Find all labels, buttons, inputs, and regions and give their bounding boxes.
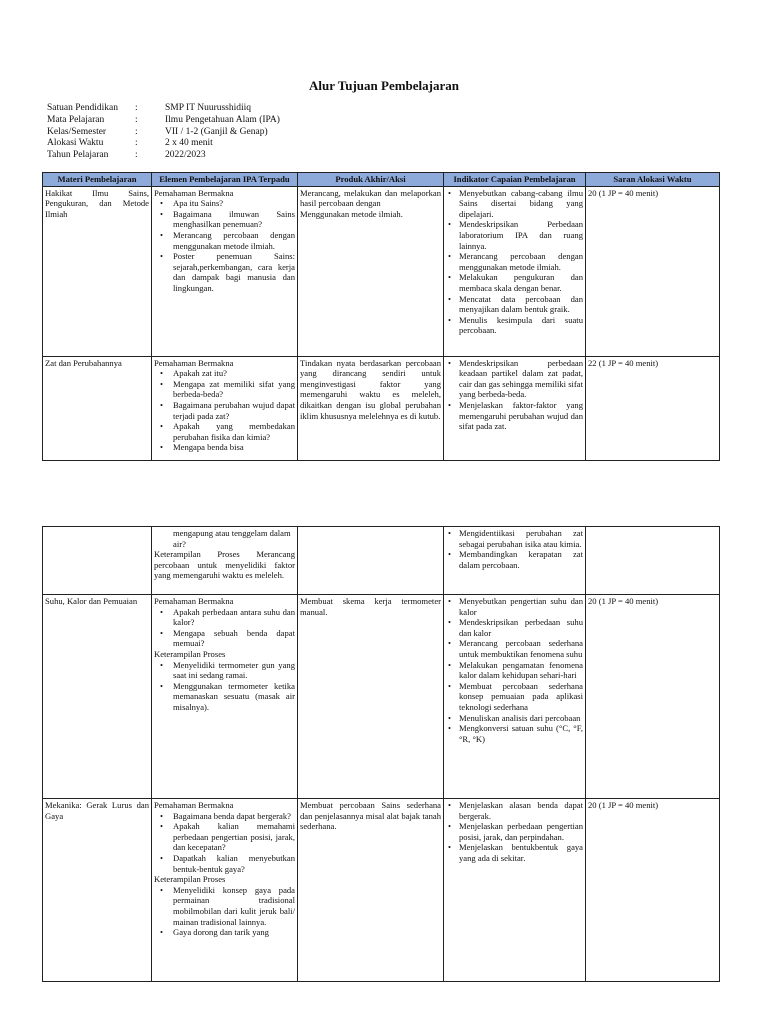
list-item: • Menulis kesimpula dari suatu percobaan. [459, 315, 583, 336]
info-value: 2022/2023 [165, 150, 206, 161]
info-label: Tahun Pelajaran [47, 150, 109, 161]
elemen-continued: mengapung atau tenggelam dalam air? [173, 528, 291, 549]
table-row [43, 186, 720, 356]
info-label: Mata Pelajaran [47, 114, 105, 125]
info-value: 2 x 40 menit [165, 138, 213, 149]
produk-text: Menggunakan metode ilmiah. [300, 208, 403, 219]
cell-materi: Mekanika: Gerak Lurus dan Gaya [43, 799, 152, 982]
atp-table-page-2 [42, 526, 720, 982]
table-row [43, 356, 720, 460]
list-item: • Bagaimana ilmuwan Sains menghasilkan penemuan? [173, 209, 295, 230]
cell-produk: Tindakan nyata berdasarkan percobaan yang dirancang sendiri untuk menginvestigasi faktor yang memengaruhi waktu es meleleh, dikaitkan dengan isu global perubahan iklim khususnya melelehnya es di kutub. [298, 356, 444, 460]
elemen-text: Keterampilan Proses Merancang percobaan untuk menyelidiki faktor yang memengaruhi waktu es meleleh. [154, 549, 295, 581]
header-produk: Produk Akhir/Aksi [298, 173, 444, 187]
elemen-head: Pemahaman Bermakna [154, 596, 234, 606]
cell-produk [298, 186, 444, 356]
list-item: • Mengidentiikasi perubahan zat sebagai perubahan isika atau kimia. [459, 528, 583, 549]
cell-indikator [444, 799, 586, 982]
list-item: • Bagaimana benda dapat bergerak? [173, 811, 295, 822]
indikator-list [446, 358, 583, 432]
cell-produk: Membuat skema kerja termometer manual. [298, 595, 444, 799]
cell-alokasi [586, 527, 720, 595]
list-item: • Mengapa benda bisa [173, 442, 295, 453]
cell-produk: Membuat percobaan Sains sederhana dan penjelasannya misal alat bajak tanah sederhana. [298, 799, 444, 982]
info-row [47, 127, 280, 139]
elemen-list [154, 811, 295, 875]
elemen-head: Pemahaman Bermakna [154, 357, 234, 368]
produk-text: Merancang, melakukan dan melaporkan hasil percobaan dengan [300, 187, 441, 209]
list-item: • Menjelaskan alasan benda dapat bergerak. [459, 800, 583, 821]
list-item: • Dapatkah kalian menyebutkan bentuk-bentuk gaya? [173, 853, 295, 874]
elemen-head: Pemahaman Bermakna [154, 187, 234, 198]
list-item: • Poster penemuan Sains: sejarah,perkembangan, cara kerja dan dampak bagi manusia dan lingkungan. [173, 251, 295, 293]
info-colon: : [135, 126, 138, 137]
indikator-list [446, 528, 583, 570]
atp-table-page-1 [42, 172, 720, 461]
list-item: • Apakah yang membedakan perubahan fisika dan kimia? [173, 421, 295, 442]
info-row [47, 138, 280, 150]
cell-elemen [152, 595, 298, 799]
list-item: • Menuliskan analisis dari percobaan [459, 713, 583, 724]
list-item: • Mengkonversi satuan suhu (°C, °F, °R, °K) [459, 723, 583, 744]
elemen-head: Pemahaman Bermakna [154, 800, 234, 810]
elemen-list [154, 885, 295, 938]
list-item: • Mencatat data percobaan dan menyajikan dalam bentuk graik. [459, 294, 583, 315]
info-row [47, 150, 280, 162]
indikator-list [446, 800, 583, 864]
list-item: • Mengapa sebuah benda dapat memuai? [173, 628, 295, 649]
table-row [43, 799, 720, 982]
list-item: • Melakukan pengamatan fenomena kalor dalam kehidupan sehari-hari [459, 660, 583, 681]
cell-materi: Suhu, Kalor dan Pemuaian [43, 595, 152, 799]
list-item: • Menyelidiki konsep gaya pada permainan tradisional mobilmobilan dari kulit jeruk bali/ mainan tradisional lainnya. [173, 885, 295, 927]
indikator-list [446, 188, 583, 336]
list-item: • Menyebutkan cabang-cabang ilmu Sains disertai bidang yang dipelajari. [459, 188, 583, 220]
header-alokasi: Saran Alokasi Waktu [586, 173, 720, 187]
list-item: • Melakukan pengukuran dan membaca skala dengan benar. [459, 272, 583, 293]
info-colon: : [135, 103, 138, 113]
cell-indikator [444, 595, 586, 799]
cell-materi [43, 527, 152, 595]
list-item: • Apa itu Sains? [173, 198, 295, 209]
list-item: • Apakah kalian memahami perbedaan pengertian posisi, jarak, dan kecepatan? [173, 821, 295, 853]
table-header-row [43, 173, 720, 187]
list-item: • Bagaimana perubahan wujud dapat terjadi pada zat? [173, 400, 295, 421]
info-row [47, 115, 280, 127]
list-item: • Menjelaskan perbedaan pengertian posisi, jarak, dan perpindahan. [459, 821, 583, 842]
header-materi: Materi Pembelajaran [43, 173, 152, 187]
cell-indikator [444, 356, 586, 460]
cell-elemen [152, 356, 298, 460]
info-value: Ilmu Pengetahuan Alam (IPA) [165, 114, 280, 125]
elemen-list [154, 660, 295, 713]
header-elemen: Elemen Pembelajaran IPA Terpadu [152, 173, 298, 187]
cell-alokasi: 22 (1 JP = 40 menit) [586, 356, 720, 460]
cell-elemen [152, 186, 298, 356]
cell-indikator [444, 186, 586, 356]
list-item: • Menyebutkan pengertian suhu dan kalor [459, 596, 583, 617]
info-label: Alokasi Waktu [47, 138, 104, 149]
list-item: • Merancang percobaan dengan menggunakan metode ilmiah. [173, 230, 295, 251]
cell-indikator [444, 527, 586, 595]
page-title: Alur Tujuan Pembelajaran [308, 78, 459, 93]
header-indikator: Indikator Capaian Pembelajaran [444, 173, 586, 187]
info-label: Kelas/Semester [47, 126, 107, 137]
list-item: • Apakah zat itu? [173, 368, 295, 379]
list-item: • Menjelaskan faktor-faktor yang memengaruhi perubahan wujud dan sifat pada zat. [459, 400, 583, 432]
cell-elemen [152, 527, 298, 595]
list-item: • Membuat percobaan sederhana konsep pemuaian pada aplikasi teknologi sederhana [459, 681, 583, 713]
cell-elemen [152, 799, 298, 982]
elemen-head: Keterampilan Proses [154, 648, 226, 659]
list-item: • Mendeskripsikan Perbedaan laboratorium IPA dan ruang lainnya. [459, 219, 583, 251]
indikator-list [446, 596, 583, 744]
info-value: VII / 1-2 (Ganjil & Genap) [165, 126, 268, 137]
cell-alokasi: 20 (1 JP = 40 menit) [586, 186, 720, 356]
info-value: SMP IT Nuurusshidiiq [165, 103, 252, 113]
document-info [47, 103, 280, 162]
cell-materi: Hakikat Ilmu Sains, Pengukuran, dan Metode Ilmiah [43, 186, 152, 356]
elemen-list [154, 607, 295, 649]
info-colon: : [135, 114, 138, 125]
table-row [43, 527, 720, 595]
elemen-list [154, 198, 295, 293]
info-row [47, 103, 280, 115]
table-row [43, 595, 720, 799]
list-item: • Merancang percobaan sederhana untuk membuktikan fenomena suhu [459, 638, 583, 659]
list-item: • Merancang percobaan dengan menggunakan metode ilmiah. [459, 251, 583, 272]
info-colon: : [135, 150, 138, 161]
list-item: • Mengapa zat memiliki sifat yang berbeda-beda? [173, 379, 295, 400]
info-colon: : [135, 138, 138, 149]
cell-materi: Zat dan Perubahannya [43, 356, 152, 460]
elemen-head: Keterampilan Proses [154, 874, 226, 885]
list-item: • Membandingkan kerapatan zat dalam percobaan. [459, 549, 583, 570]
cell-alokasi: 20 (1 JP = 40 menit) [586, 595, 720, 799]
cell-alokasi: 20 (1 JP = 40 menit) [586, 799, 720, 982]
list-item: • Menyelidiki termometer gun yang saat ini sedang ramai. [173, 660, 295, 681]
list-item: • Mendeskripsikan perbedaan suhu dan kalor [459, 617, 583, 638]
list-item: • Apakah perbedaan antara suhu dan kalor? [173, 607, 295, 628]
cell-produk [298, 527, 444, 595]
info-label: Satuan Pendidikan [47, 103, 118, 113]
list-item: • Gaya dorong dan tarik yang [173, 927, 295, 938]
list-item: • Mendeskripsikan perbedaan keadaan partikel dalam zat padat, cair dan gas sehingga memiliki sifat yang berbeda-beda. [459, 358, 583, 400]
elemen-list [154, 368, 295, 453]
list-item: • Menjelaskan bentukbentuk gaya yang ada di sekitar. [459, 842, 583, 863]
list-item: • Menggunakan termometer ketika memanaskan sesuatu (masak air misalnya). [173, 681, 295, 713]
